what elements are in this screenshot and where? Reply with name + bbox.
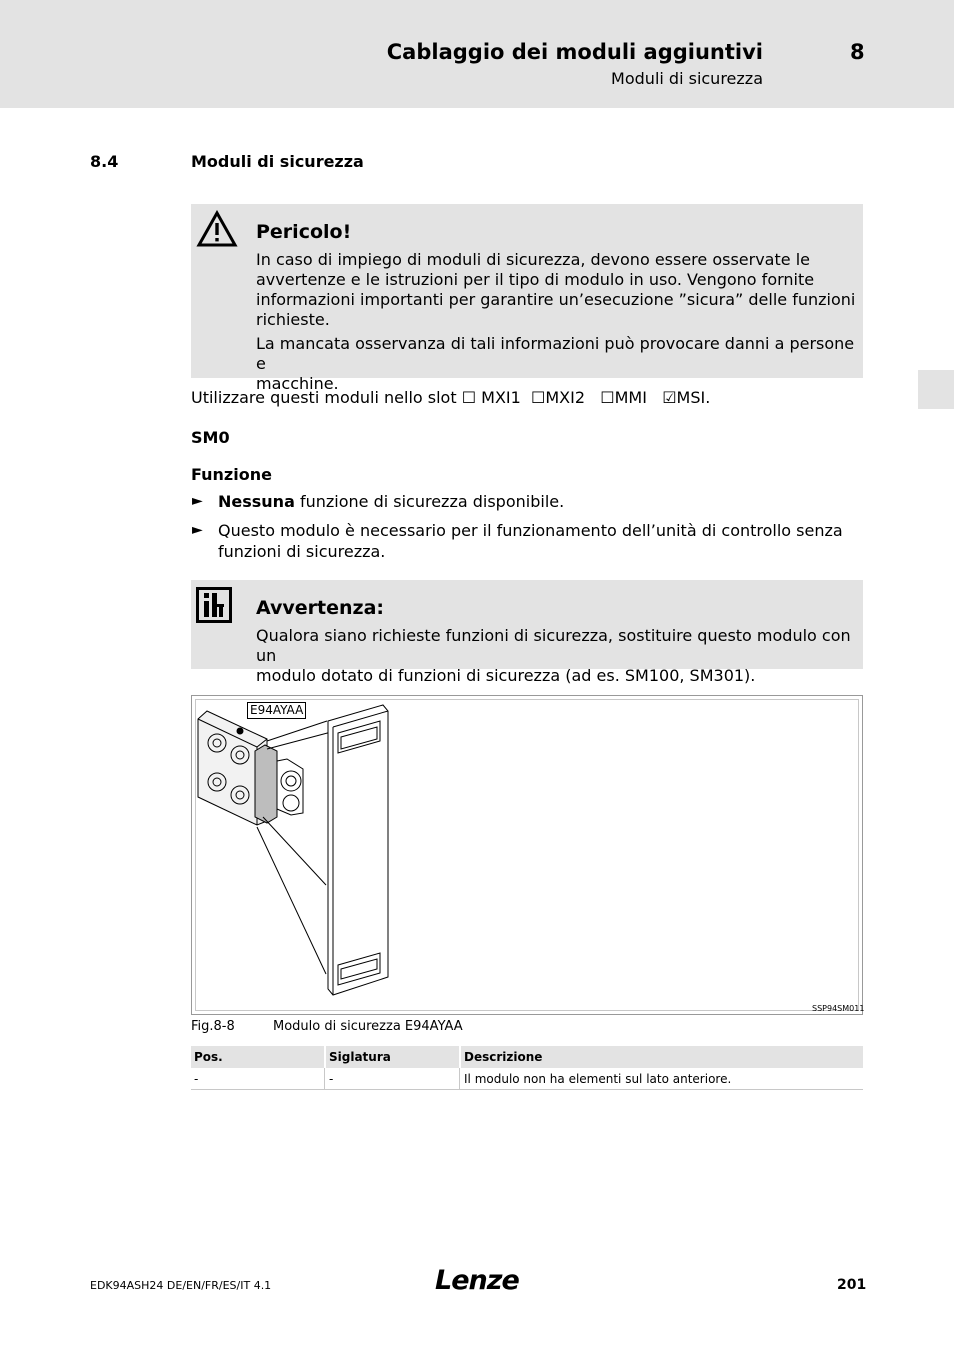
module-name: SM0 (191, 428, 230, 447)
slot-label-mmi: MMI (614, 388, 647, 407)
slot-label-msi: MSI. (676, 388, 711, 407)
warning-triangle-icon (196, 210, 238, 248)
table-cell-siglatura: - (329, 1072, 334, 1086)
chapter-side-tab (918, 370, 954, 409)
note-text: Qualora siano richieste funzioni di sicurezza, sostituire questo modulo con un modulo dotato di funzioni di sicurezza (ad es. SM100, SM301). (256, 626, 851, 685)
slot-label-mxi2: MXI2 (545, 388, 585, 407)
figure-code: SSP94SM011 (812, 1004, 865, 1013)
info-icon (196, 587, 232, 623)
slot-line (191, 387, 710, 408)
lenze-logo: Lenze (435, 1265, 519, 1296)
figure-tag: E94AYAA (247, 702, 306, 719)
table-cell-descrizione: Il modulo non ha elementi sul lato anteriore. (464, 1072, 732, 1086)
table-cell-pos: - (194, 1072, 199, 1086)
note-title: Avvertenza: (256, 597, 385, 619)
section-title: Moduli di sicurezza (191, 152, 364, 171)
checkbox-msi-checked: ☑ (662, 388, 677, 407)
chapter-number: 8 (850, 40, 865, 64)
danger-paragraph-1: In caso di impiego di moduli di sicurezza, devono essere osservate le avvertenze e le istruzioni per il tipo di modulo in uso. Vengono fornite informazioni importanti per garantire un’esecuzione ”sicura” delle funzioni richieste. (256, 250, 856, 329)
table-header-descrizione: Descrizione (464, 1050, 543, 1064)
danger-box (191, 204, 863, 393)
danger-paragraph-2: La mancata osservanza di tali informazioni può provocare danni a persone e macchine. (256, 334, 855, 393)
checkbox-mxi2: ☐ (530, 388, 546, 407)
note-box (191, 580, 863, 685)
section-number: 8.4 (90, 152, 119, 171)
chapter-title: Cablaggio dei moduli aggiuntivi (386, 40, 763, 64)
checkbox-mmi: ☐ (600, 388, 615, 407)
bullet-arrow-icon: ► (192, 522, 203, 538)
table-header-pos: Pos. (194, 1050, 223, 1064)
danger-title: Pericolo! (256, 221, 352, 243)
bullet-item-1: Nessuna funzione di sicurezza disponibile. (218, 492, 565, 511)
slot-line-prefix: Utilizzare questi moduli nello slot (191, 388, 457, 407)
table-header-row (191, 1046, 863, 1068)
checkbox-mxi1: ☐ (461, 388, 477, 407)
module-illustration (195, 699, 415, 1009)
bullet-arrow-icon: ► (192, 493, 203, 509)
footer-doc-id: EDK94ASH24 DE/EN/FR/ES/IT 4.1 (90, 1279, 272, 1292)
table-header-siglatura: Siglatura (329, 1050, 391, 1064)
table-row (191, 1068, 863, 1090)
figure-caption: Modulo di sicurezza E94AYAA (273, 1019, 463, 1034)
figure-label: Fig.8-8 (191, 1019, 235, 1034)
slot-label-mxi1: MXI1 (481, 388, 521, 407)
chapter-subtitle: Moduli di sicurezza (611, 69, 763, 88)
bullet-item-2: Questo modulo è necessario per il funzionamento dell’unità di controllo senza funzioni di sicurezza. (218, 521, 843, 561)
function-heading: Funzione (191, 465, 272, 484)
page-number: 201 (837, 1277, 867, 1293)
